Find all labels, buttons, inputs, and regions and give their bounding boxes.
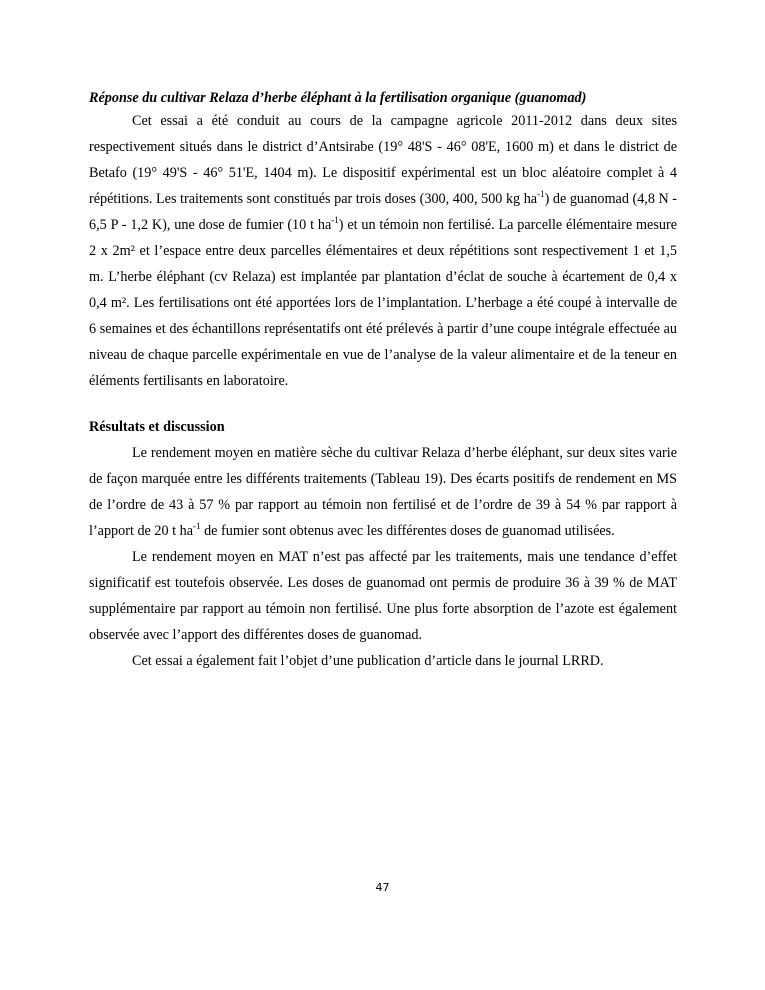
results-heading: Résultats et discussion: [89, 419, 225, 435]
paragraph-publication-note: Cet essai a également fait l’objet d’une publication d’article dans le journal LRRD.: [132, 653, 604, 669]
paragraph-text: de fumier sont obtenus avec les différentes doses de guanomad utilisées.: [200, 523, 615, 539]
paragraph-text: Cet essai a été conduit au cours de la campagne agricole 2011-2012 dans deux sites respectivement situés dans le district d’Antsirabe (19° 48'S - 46° 08'E, 1600 m) et dans le district de Betafo (19° 49'S - 46° 51'E, 1404 m). Le dispositif expérimental est un bloc aléatoire complet à 4 répétitions. Les traitements sont constitués par trois doses (300, 400, 500 kg ha: [89, 113, 677, 207]
paragraph-text: ) de guanomad (4,8 N - 6,5 P - 1,2 K), une dose de fumier (10 t ha: [89, 191, 677, 233]
superscript-exponent: -1: [537, 189, 545, 199]
paragraph-text: ) et un témoin non fertilisé. La parcelle élémentaire mesure 2 x 2m² et l’espace entre deux parcelles élémentaires et deux répétitions sont respectivement 1 et 1,5 m. L’herbe éléphant (cv Relaza) est implantée par plantation d’éclat de souche à écartement de 0,4 x 0,4 m². Les fertilisations ont été apportées lors de l’implantation. L’herbage a été coupé à intervalle de 6 semaines et des échantillons représentatifs ont été prélevés à partir d’une coupe intégrale effectuée au niveau de chaque parcelle expérimentale en vue de l’analyse de la valeur alimentaire et de la teneur en éléments fertilisants en laboratoire.: [89, 217, 677, 389]
page-number: 47: [375, 881, 390, 894]
paragraph-mat-yield: Le rendement moyen en MAT n’est pas affecté par les traitements, mais une tendance d’effet significatif est toutefois observée. Les doses de guanomad ont permis de produire 36 à 39 % de MAT supplémentaire par rapport au témoin non fertilisé. Une plus forte absorption de l’azote est également observée avec l’apport des différentes doses de guanomad.: [89, 549, 677, 643]
page-content: [89, 88, 677, 674]
paragraph-trial-description: [89, 108, 677, 394]
paragraph-dry-matter-yield: [89, 440, 677, 544]
superscript-exponent: -1: [193, 521, 201, 531]
superscript-exponent: -1: [331, 215, 339, 225]
section-title: Réponse du cultivar Relaza d’herbe éléphant à la fertilisation organique (guanomad): [89, 90, 587, 106]
paragraph-text: Le rendement moyen en matière sèche du cultivar Relaza d’herbe éléphant, sur deux sites varie de façon marquée entre les différents traitements (Tableau 19). Des écarts positifs de rendement en MS de l’ordre de 43 à 57 % par rapport au témoin non fertilisé et de l’ordre de 39 à 54 % par rapport à l’apport de 20 t ha: [89, 445, 677, 539]
